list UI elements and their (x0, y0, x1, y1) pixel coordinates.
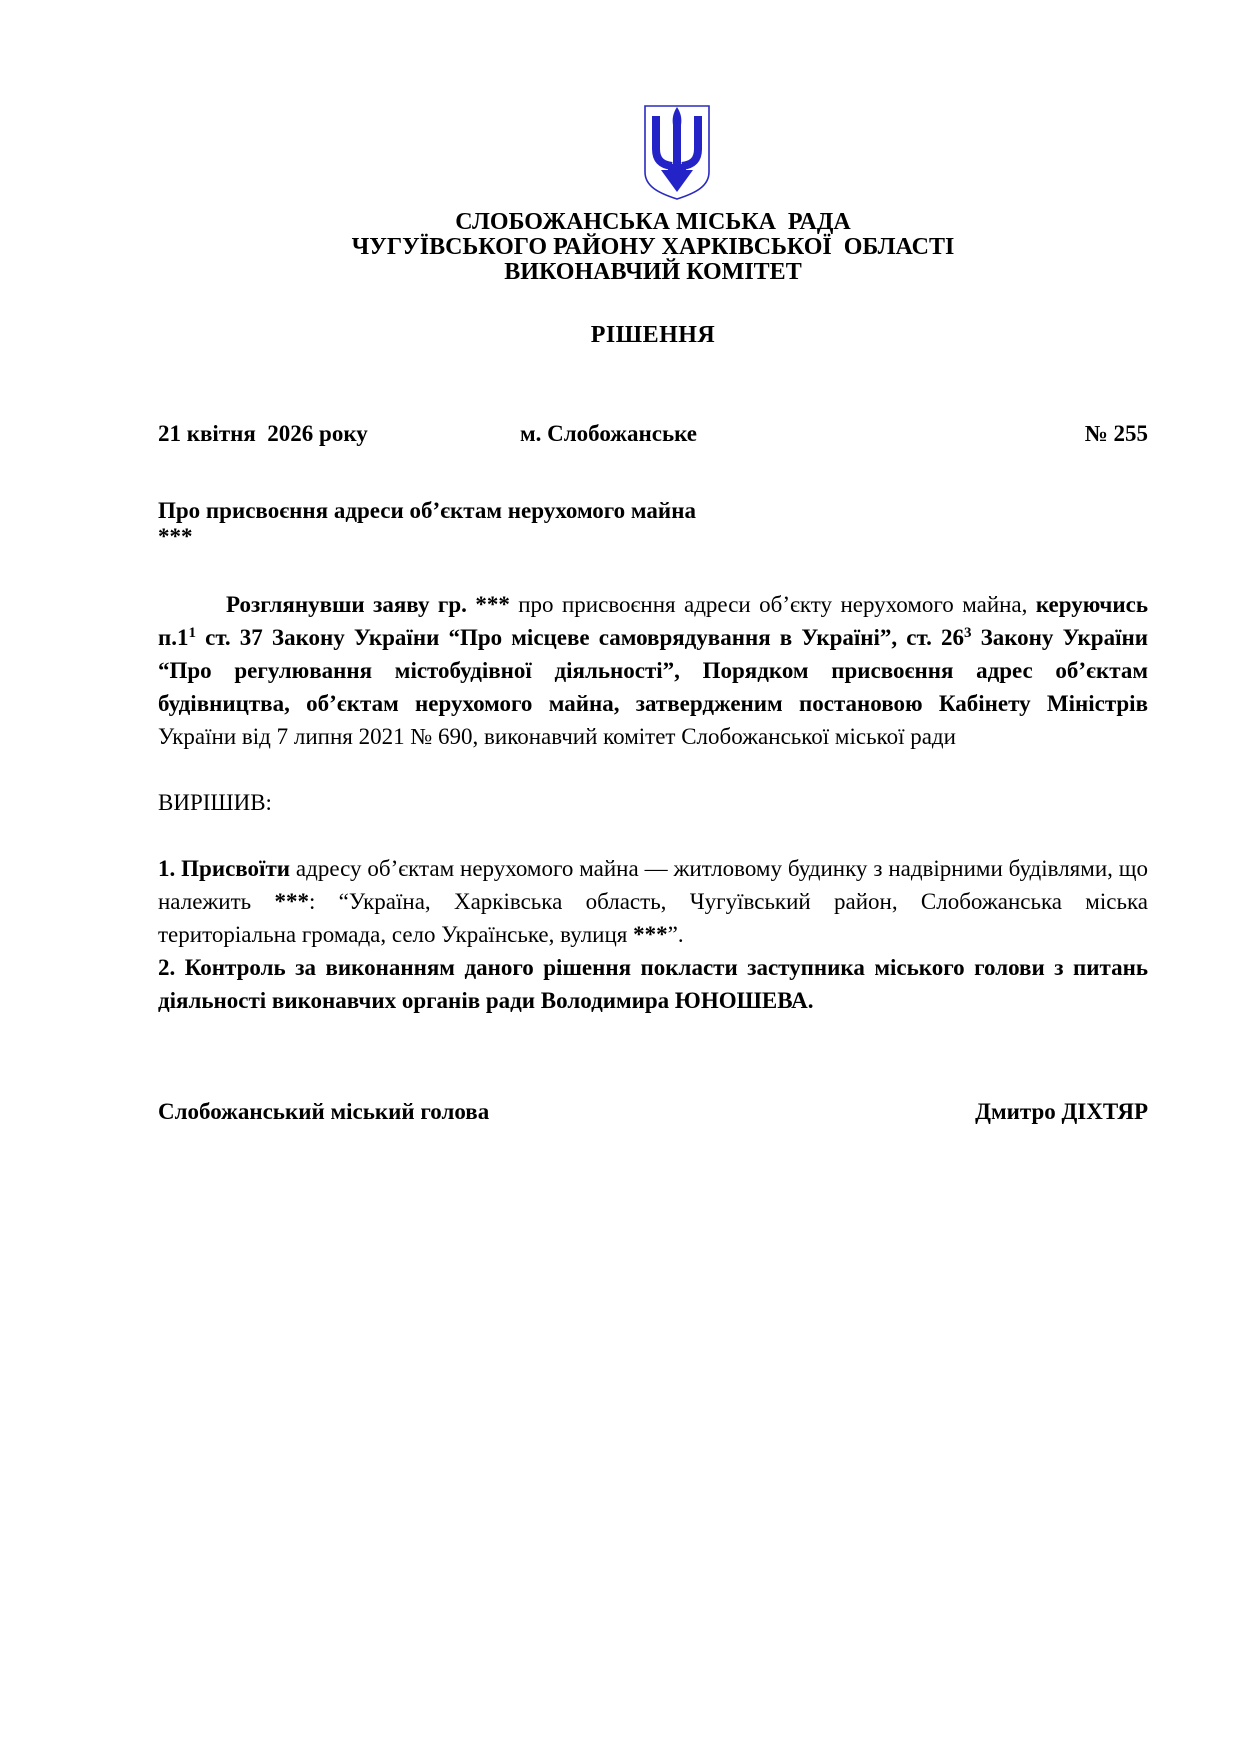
emblem-row (158, 104, 1148, 204)
subject-title: Про присвоєння адреси об’єктам нерухомого майна (158, 498, 696, 523)
resolution-item-1: 1. Присвоїти адресу об’єктам нерухомого майна — житловому будинку з надвірними будівлями, що належить ***: “Україна, Харківська область, Чугуївський район, Слобожанська міська територіальна громада, село Українське, вулиця ***”. (158, 856, 1148, 947)
signature-name: Дмитро ДІХТЯР (975, 1099, 1148, 1124)
org-header (158, 210, 1148, 285)
resolve-word: ВИРІШИВ: (158, 790, 272, 815)
signature-row (158, 1099, 1148, 1125)
org-name-line-3: ВИКОНАВЧИЙ КОМІТЕТ (504, 259, 802, 285)
signature-position: Слобожанський міський голова (158, 1099, 490, 1124)
doc-date: 21 квітня 2026 року (158, 421, 368, 446)
doc-type-title: РІШЕННЯ (590, 322, 716, 348)
org-name-line-1: СЛОБОЖАНСЬКА МІСЬКА РАДА (455, 209, 851, 235)
doc-number: № 255 (1084, 421, 1148, 446)
subject-applicant-mask: *** (158, 524, 193, 549)
preamble-paragraph: Розглянувши заяву гр. *** про присвоєння адреси об’єкту нерухомого майна, керуючись $п.1^1$ ст. 37 Закону України “Про місцеве самоврядування в Україні”, ст. $26^3$ Закону України “Про регулювання містобудівної діяльності”, Порядком присвоєння адрес об’єктам будівництва, об’єктам нерухомого майна, затвердженим постановою Кабінету Міністрів України від 7 липня 2021 № 690, виконавчий комітет Слобожанської міської ради (158, 592, 1149, 749)
meta-row (158, 421, 1148, 454)
ukraine-trident-icon (641, 104, 713, 202)
resolution-items (158, 852, 1148, 1017)
org-name-line-2: ЧУГУЇВСЬКОГО РАЙОНУ ХАРКІВСЬКОЇ ОБЛАСТІ (351, 234, 955, 260)
resolution-item-2: 2. Контроль за виконанням даного рішення покласти заступника міського голови з питань діяльності виконавчих органів ради Володимира ЮНОШЕВА. (158, 955, 1148, 1013)
doc-place: м. Слобожанське (520, 421, 697, 446)
subject-block (158, 498, 1148, 550)
